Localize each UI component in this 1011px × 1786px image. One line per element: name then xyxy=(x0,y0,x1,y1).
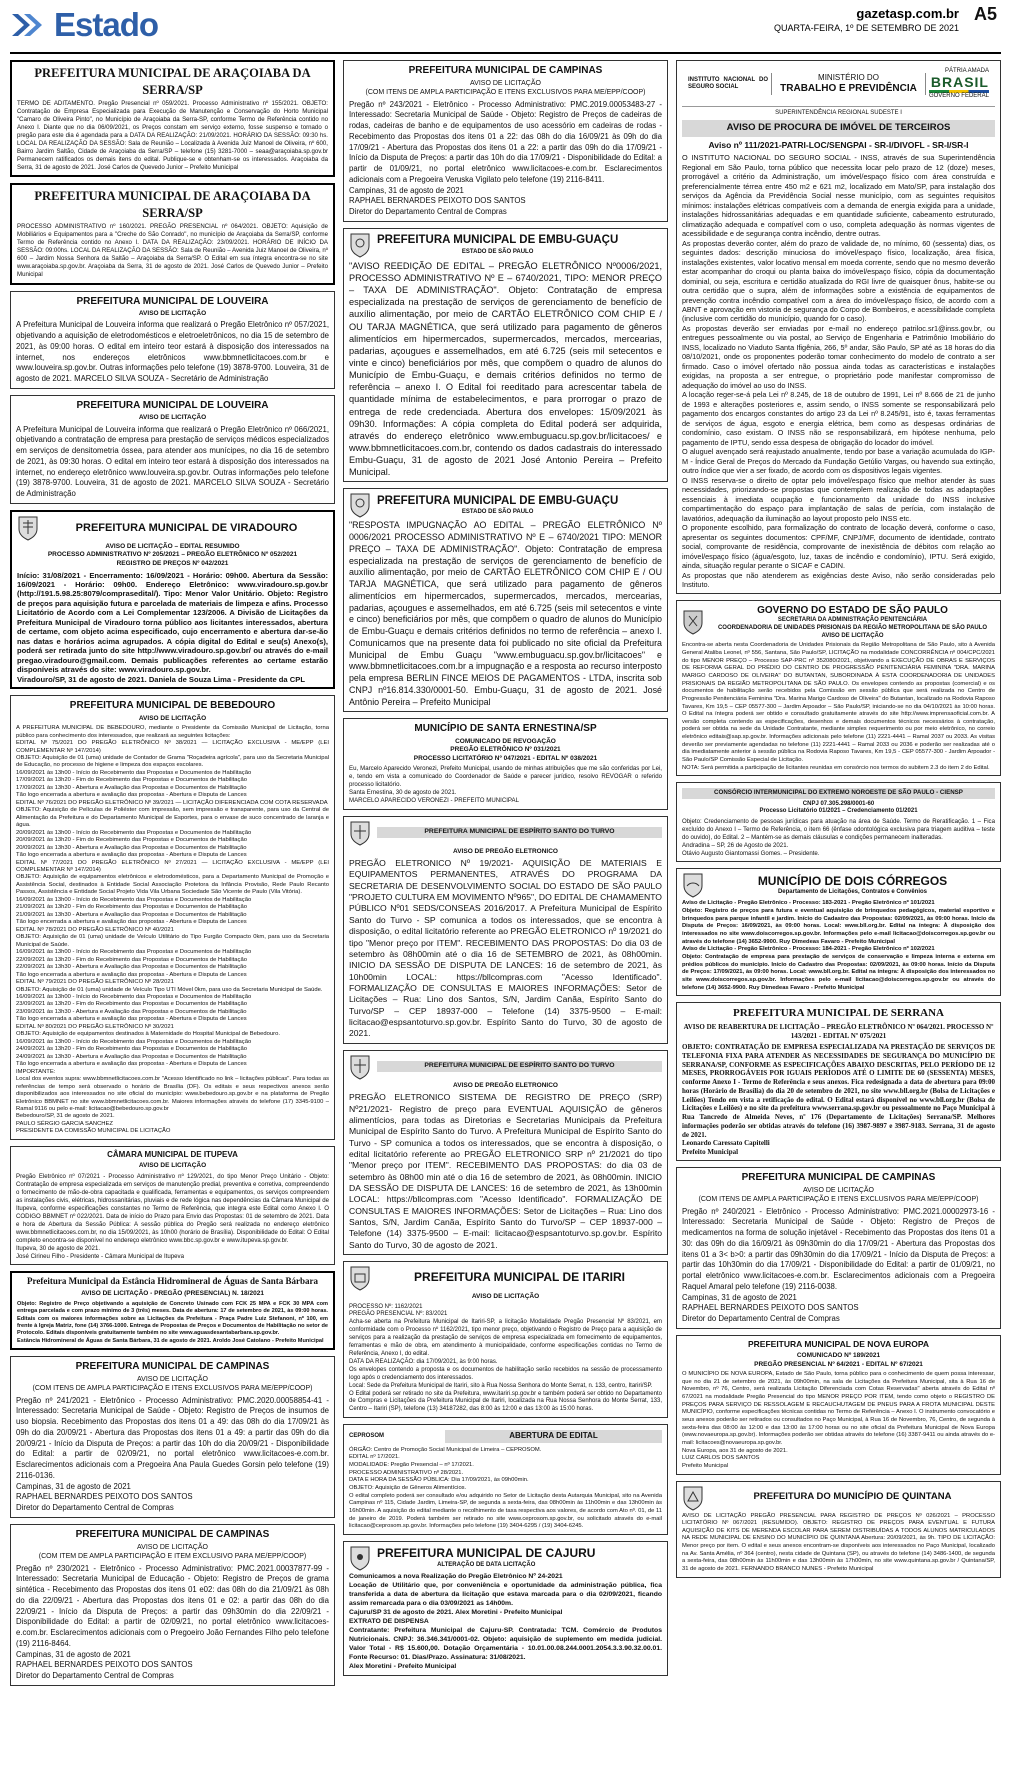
notice-santa-ernestina xyxy=(343,718,668,809)
notice-title: MUNICÍPIO DE DOIS CÓRREGOS xyxy=(757,873,948,888)
notice-title: PREFEITURA DO MUNICÍPIO DE QUINTANA xyxy=(753,1491,952,1503)
notice-aguas-santa-barbara xyxy=(10,1271,335,1350)
notice-cajuru xyxy=(343,1541,668,1676)
notice-title: PREFEITURA MUNICIPAL DE CAMPINAS xyxy=(741,1171,936,1183)
brasil-text: BRASIL xyxy=(930,73,989,90)
notice-body: Pregão nº 230/2021 - Eletrônico - Processo Administrativo: PMC.2021.00037877-99 - Interessado: Secretaria Municipal de Educação - Objeto: Registro de Preços de grama sintética - Recebimento das Propostas dos itens 01 e02: das 08h do dia 21/09/21 às 08h do dia 22/09/21 - Abertura das Propostas dos itens 01 e 02: a partir das 08h do dia 22/09/21 - Início da Disputa de Preços: a partir das 09h30min do dia 22/09/21 - Disponibilidade do Edital: a partir de 02/09/21, no portal eletrônico www.licitacoes-e.com.br. Esclarecimentos adicionais com o Pregoeiro João Fernandes Filho pelo telefone (19) 2116-8464. Campinas, 31 de agosto de 2021 RAPHAEL BERNARDES PEIXOTO DOS SANTOS Diretor do Departamento Central de Compras xyxy=(16,1563,329,1681)
notice-body: O INSTITUTO NACIONAL DO SEGURO SOCIAL - INSS, através de sua Superintendência Regional em São Paulo, torna público que necessita locar pelo prazo de 12 (doze) meses, prorrogável a critério da Administração, um imóvel/espaço físico com área construída e preferencialmente térrea entre 450 m2 e 621 m2, localizado em Mato/SP, para instalação dos serviços da Agência da Previdência Social nesse município, com as seguintes requisitos mínimos: instalações elétricas compatíveis com a demanda de energia exigida para a unidade, instalações hidrossanitárias adequadas e em quantidade suficiente, cabeamento estruturado, climatização adequada e compatível com o uso, completa adequação às normas vigentes de acessibilidade e de segurança contra incêndio, dentre outras. As propostas deverão conter, além do prazo de validade de, no mínimo, 60 (sessenta) dias, os seguintes dados: descrição minuciosa do imóvel/espaço físico, localização, área física, instalações existentes, valor locativo mensal em moeda corrente, sendo que no mesmo deverão estar acompanhar do croqui ou planta baixa do imóvel/espaço físico, cópia da documentação dominial, ou seja, escritura e certidão atualizada do RGI livre de quaisquer ônus, habite-se ou outra certidão que o supra, além de informações sobre a existência de equipamentos de prevenção contra incêndio compatível com a área do imóvel/espaço físico, de acordo com a ABNT e aprovação em vistoria de segurança do Corpo de Bombeiros, e acessibilidade completa (inclusive com certidão do município, quando for o caso). As propostas deverão ser enviadas por e-mail no endereço patriloc.sr1@inss.gov.br, ou entregues pessoalmente ou via postal, ao Serviço de Engenharia e Patrimônio Imobiliário do INSS, localizado no Viaduto Santa Ifigênia, 266, 5º andar, São Paulo, SP até as 18 horas do dia 08/10/2021, onde os proponentes poderão tomar conhecimento do modelo de contrato a ser firmado. Caso o imóvel ofertado não possua ainda todas as características e instalações exigidas, na proposta a ser entregue, o proprietário pode manifestar compromisso de adequação do imóvel ao uso do INSS. A locação reger-se-á pela Lei nº 8.245, de 18 de outubro de 1991, Lei nº 8.666 de 21 de junho de 1993 e alterações posteriores e, assim sendo, o INSS somente se responsabilizará pelo pagamento dos encargos constantes do artigo 23 da Lei nº 8.245/91, isto é, taxas ferramentas de serviços de água, esgoto e energia elétrica, bem como as despesas ordinárias de condomínio, caso existam. O INSS não se responsabilizará, em hipótese nenhuma, pelo pagamento de IPTU, sendo essa despesa de obrigação do locador do imóvel. O aluguel avençado será reajustado anualmente, tendo por base a variação acumulada do IGP-M - Índice Geral de Preços do Mercado da Fundação Getúlio Vargas, ou havendo sua extinção, outro índice que vier a ser fixado, de acordo com os dispositivos legais vigentes. O INSS reserva-se o direito de optar pelo imóvel/espaço físico que melhor atender às suas necessidades, priorizando-se propostas que contemplem realização de todas as adaptações essenciais à imediata ocupação e funcionamento da unidade do INSS inclusive compartimentação do espaço para implantação de salas de perícia, com instalação de lavatórios, adequação da iluminação ao layout proposto pelo INSS etc. O proponente escolhido, para formalização do contrato de locação deverá, conforme o caso, apresentar os seguintes documentos: CPF/MF, CNPJ/MF, documento de identidade, contrato social, comprovante de residência, comprovante de inexistência de débitos com relação ao imóvel/espaço físico (água/esgoto, luz, taxas de incêndio e condomínio), IPTU. Será exigido, ainda, situação regular perante o SICAF e CADIN. As propostas que não atenderem as exigências deste Aviso, não serão consideradas pelo Instituto. xyxy=(682,153,995,590)
municipal-crest-icon xyxy=(349,232,371,258)
masthead-info xyxy=(774,6,999,33)
notice-body: Pregão nº 240/2021 - Eletrônico - Processo Administrativo: PMC.2021.00002973-16 - Interessado: Secretaria Municipal de Saúde - Objeto: Registro de Preços de medicamentos na forma de solução injetável - Recebimento das Propostas dos itens 01 a 30: das 09h do dia 16/09/21 às 09h30min do dia 17/09/21 - Abertura das Propostas dos itens 01 a 3< b>0: a partir das 09h30min do dia 17/09/21 - Início da Disputa de Preços: a partir das 10h30min do dia 17/09/21 - Disponibilidade do Edital: a partir de 01/09/21, no portal eletrônico www.licitacoes-e.com.br. Esclarecimentos adicionais com a Pregoeira Raquel Amaral pelo telefone (19) 2116-0038. Campinas, 31 de agosto de 2021 RAPHAEL BERNARDES PEIXOTO DOS SANTOS Diretor do Departamento Central de Compras xyxy=(682,1206,995,1324)
notice-body: Objeto: Credenciamento de pessoas jurídicas para atuação na área de Saúde. Termo de Reratificação. 1 – Fica excluído do Anexo I – Termo de Referência, o item 66 (ênfase odontológica exclusiva para triagem auditiva – teste do ouvido), do Edital. 2 – Mantém-se as demais cláusulas e condições permanecem inalteradas. Andradina – SP, 26 de Agosto de 2021. Otávio Augusto Giantomassi Gomes. – Presidente. xyxy=(682,818,995,858)
notice-campinas-2 xyxy=(10,1524,335,1686)
notice-body: Pregão nº 241/2021 - Eletrônico - Processo Administrativo: PMC.2020.00058854-41 - Interessado: Secretaria Municipal de Saúde - Objeto: Registro de Preços de insumos de uso biopsia. Recebimento das Propostas dos itens 01 a 49: das 08h do dia 17/09/21 às 09h do dia 20/09/21 - Abertura das Propostas dos itens 01 a 49: a partir das 09h do dia 20/09/21 - Início da Disputa de Preços: a partir das 10h do dia 20/09/21 - Disponibilidade do Edital: a partir de 02/09/21, no portal eletrônico www.licitacoes-e.com.br. Esclarecimentos adicionais com a Pregoeira Ana Paula Guedes Gorsin pelo telefone (19) 2116-0136. Campinas, 31 de agosto de 2021 RAPHAEL BERNARDES PEIXOTO DOS SANTOS Diretor do Departamento Central de Compras xyxy=(16,1395,329,1513)
notice-subtitle: AVISO DE PREGÃO ELETRONICO xyxy=(453,1081,558,1089)
notice-body: Objeto: Registro de Preço objetivando a aquisição de Concreto Usinado com FCK 25 MPA e FCK 30 MPA com entrega parcelada e com prazo mínimo de 3 (três) meses. Data de abertura: 17 de setembro de 2021, às 09:00 horas. Editais com os maiores informações sobre as Licitações da Prefeitura - Praça Padre Luiz Stefanoni, nº 100, em frente à Igreja Matriz, fone (14) 3766-1000. Entrega de Propostas de Preços e Documentos de Habilitação no setor de Protocolo. Editais disponíveis gratuitamente também no site www.aguasdesantabarbara.sp.gov.br. Estância Hidromineral de Águas de Santa Bárbara, 31 de agosto de 2021. Aroldo José Catolano - Prefeito Municipal xyxy=(17,1300,328,1344)
superintendencia: SUPERINTENDÊNCIA REGIONAL SUDESTE I xyxy=(775,109,902,116)
notice-title: PREFEITURA MUNICIPAL DE BEBEDOURO xyxy=(69,700,276,712)
masthead xyxy=(0,0,1011,50)
notice-inss xyxy=(676,60,1001,594)
notice-body: Início: 31/08/2021 - Encerramento: 16/09/2021 - Horário: 09h00. Abertura da Sessão: 16/09/2021 - Horário: 09h00. Endereço Eletrônico: www.viradouro.sp.gov.br (http://191.5.98.25:8079/comprasedital/). Tipo: Menor Valor Unitário. Objeto: Registro de preços para aquisição futura e parcelada de materiais de limpeza e afins. Processo Licitatório de Acordo com a Lei Complementar 123/2006. A Divisão de Licitações da Prefeitura Municipal de Viradouro torna público aos licitantes interessados, abertura de certame, com objeto acima especificado, cujo encerramento e abertura dar-se-ão nas datas e horários acima agrupados. A cópia digital do Edital e seu(s) Anexo(s), poderá ser retirada junto do site http://www.viradouro.sp.gov.br/ ou através do e-mail pregao.viradouro@gmail.com. Demais publicações referentes ao certame estarão disponíveis através do site: www.viradouro.sp.gov.br. Viradouro/SP, 31 de agosto de 2021. Daniela de Souza Lima - Presidente da CPL xyxy=(17,570,328,684)
notice-title: PREFEITURA MUNICIPAL DE EMBU-GUAÇU xyxy=(377,494,619,507)
notice-body: PROCESSO Nº: 1162/2021 PREGÃO PRESENCIAL Nº: 83/2021 Acha-se aberta na Prefeitura Municipal de Itariri-SP, a licitação Modalidade Pregão Presencial Nº 83/2021, em conformidade com o Processo nº 1162/2021, tipo menor preço, objetivando o Registro de Preço para a aquisição de serviços para a realização da prestação de serviços de empresa especializada em fornecimento de equipamentos, ferramentas e mão de obra, em atendimento à municipalidade, conforme especificações contidas no Termo de Referência, Anexo I, do edital. DATA DA REALIZAÇÃO: dia 17/09/2021, às 9:00 horas. Os envelopes contendo a proposta e os documentos de habilitação serão recebidos na sessão de processamento logo após o credenciamento dos interessados. Local: Sede da Prefeitura Municipal de Itariri, sito à Rua Nossa Senhora do Monte Serrat, n. 133, centro, Itariri/SP. O Edital poderá ser retirado no site da Prefeitura, www.itariri.sp.gov.br e também poderá ser obtido no Departamento de Compras e Licitações da Prefeitura Municipal de Itariri, localizada na Rua Nossa Senhora do Monte Serrat, 133, Centro – Itariri (SP), telefone (13) 34187282, das 8:00 às 12:00 e das 13:00 às 15:00 horas. xyxy=(349,1303,662,1413)
notice-subtitle: AVISO DE LICITAÇÃO xyxy=(138,309,207,317)
notice-subtitle: AVISO DE REABERTURA DE LICITAÇÃO – PREGÃO ELETRÔNICO Nº 064/2021. PROCESSO Nº 143/2021 - EDITAL Nº 075/2021 xyxy=(683,1022,994,1040)
notice-subtitle: ALTERAÇÃO DE DATA LICITAÇÃO xyxy=(437,1561,536,1568)
gov-text: GOVERNO FEDERAL xyxy=(928,92,989,99)
notice-subtitle: AVISO DE LICITAÇÃO xyxy=(471,1292,540,1300)
notice-campinas-1 xyxy=(10,1356,335,1518)
notice-title: PREFEITURA MUNICIPAL DE ARAÇOIABA DA SERRA/SP xyxy=(34,189,311,220)
notice-dois-corregos xyxy=(676,868,1001,996)
municipal-crest-icon xyxy=(349,1054,371,1080)
notice-body: AVISO DE LICITAÇÃO PREGÃO PRESENCIAL PARA REGISTRO DE PREÇOS Nº 026/2021 – PROCESSO LICITATÓRIO Nº 067/2021 (RESUMIDO). OBJETO: REGISTRO DE PREÇOS PARA EVENTUAL E FUTURA AQUISIÇÃO DE KITS DE MERENDA ESCOLAR PARA SEREM DISTRIBUÍDAS A TODOS ALUNOS MATRICULADOS NA REDE MUNICIPAL DE ENSINO DO MUNICÍPIO DE QUINTANA Abertura: 20/09/2021, às 9h. TIPO DE LICITAÇÃO: Menor preço por item. O edital e seus anexos encontram-se disponíveis aos interessados no Paço Municipal, localizado na Av. Santa Amélia, nº 364 (centro), nesta cidade de Quintana (SP), ou através do telefone (14) 3486-1400, de segunda a sexta-feira, das 08h00min às 11h00min e das 13h00min às 17h00min, no site www.quintana.sp.gov.br / Quintana/SP, 31 de agosto de 2021. FERNANDO BRANCO NUNES - Prefeito Municipal xyxy=(682,1512,995,1572)
notice-body: A Prefeitura Municipal de Louveira informa que realizará o Pregão Eletrônico nº 066/2021, objetivando a contratação de empresa para prestação de serviços médicos especializados em serviços de densitometria óssea, para atender aos munícipes, no dia 16 de setembro de 2021, às 09:30 horas. O edital em inteiro teor estará à disposição dos interessados na internet, no endereço eletrônico www.louveira.sp.gov.br. Outras informações pelo telefone (19) 3878-9700. Louveira, 31 de agosto de 2021. MARCELO SILVA SOUZA - Secretário de Administração xyxy=(16,424,329,499)
notice-title: GOVERNO DO ESTADO DE SÃO PAULO xyxy=(757,604,948,616)
municipal-crest-icon xyxy=(349,1545,371,1571)
notice-body: Pregão nº 243/2021 - Eletrônico - Processo Administrativo: PMC.2019.00053483-27 - Interessado: Secretaria Municipal de Saúde - Objeto: Registro de Preços de cadeiras de rodas, cadeiras de banho e de equipamentos de uso acessório em cadeiras de rodas - Recebimento das Propostas dos itens 01 a 22: das 08h do dia 16/09/21 às 09h do dia 17/09/21 - Abertura das Propostas dos itens 01 a 22: a partir das 09h do dia 17/09/21 - Início da Disputa de Preços: a partir das 10h do dia 17/09/21 - Disponibilidade do Edital: a partir de 01/09/21, no portal eletrônico www.licitacoes-e.com.br. Esclarecimentos adicionais com a Pregoeira Veruska Vigilato pelo telefone (19) 2116-8411. Campinas, 31 de agosto de 2021 RAPHAEL BERNARDES PEIXOTO DOS SANTOS Diretor do Departamento Central de Compras xyxy=(349,99,662,217)
notice-aracoiaba-1 xyxy=(10,60,335,177)
notice-aracoiaba-2 xyxy=(10,183,335,284)
notice-subtitle: COMUNICADO DE REVOGAÇÃO PREGÃO ELETRÔNICO Nº 031/2021 PROCESSO LICITATÓRIO Nº 047/2021 - EDITAL Nº 038/2021 xyxy=(413,737,598,762)
notice-title: PREFEITURA MUNICIPAL DE ARAÇOIABA DA SERRA/SP xyxy=(34,66,311,97)
notice-title: AVISO DE PROCURA DE IMÓVEL DE TERCEIROS xyxy=(682,120,995,137)
municipal-crest-icon xyxy=(682,1485,704,1511)
page-number: A5 xyxy=(973,4,997,24)
notice-body: A PREFEITURA MUNICIPAL DE BEBEDOURO, mediante o Presidente da Comissão Municipal de Licitação, torna público para conhecimento dos interessados, que realizará as seguintes licitações: EDITAL Nº 75/2021 DO PREGÃO ELETRÔNICO Nº 38/2021 — LICITAÇÃO EXCLUSIVA - ME/EPP (LEI COMPLEMENTAR Nº 147/2014) OBJETO: Aquisição de 01 (uma) unidade de Contador de Grama "Roçadeira agrícola", para uso da Secretaria Municipal de Educação, no processo de higiene e limpeza dos espaços escolares. 16/09/2021 às 13h00 - Início do Recebimento das Propostas e Documentos de Habilitação 17/09/2021 às 13h20 - Fim do Recebimento das Propostas e Documentos de Habilitação 17/09/2021 às 13h30 - Abertura e Avaliação das Propostas e Documentos de Habilitação Tão logo encerrada a abertura e avaliação das propostas - Abertura e Disputa de Lances EDITAL Nº 76/2021 DO PREGÃO ELETRÔNICO Nº 39/2021 — LICITAÇÃO DIFERENCIADA COM COTA RESERVADA OBJETO: Aquisição de Películas de Poliéster com impressão, sem impressão e transparente, para uso da Central de Alimentação da Prefeitura e do Departamento Municipal de Esportes, para o envase de suco concentrado de laranja e água. 20/09/2021 às 13h00 - Início do Recebimento das Propostas e Documentos de Habilitação 20/09/2021 às 13h20 - Fim do Recebimento das Propostas e Documentos de Habilitação 20/09/2021 às 13h30 - Abertura e Avaliação das Propostas e Documentos de Habilitação Tão logo encerrada a abertura e avaliação das propostas - Abertura e Disputa de Lances EDITAL Nº 77/2021 DO PREGÃO ELETRÔNICO Nº 27/2021 — LICITAÇÃO EXCLUSIVA - ME/EPP (LEI COMPLEMENTAR Nº 147/2014) OBJETO: Aquisição de equipamentos eletrônicos e eletrodomésticos, para a Departamento Municipal de Promoção e Assistência Social, destinados à Entidade Social Associação Protetora da Infância Provisão, Rede Paulo Recanto Passos, Assistência e Entidade Social Projeto Vida Vila Urbana Sociedade São Vicente de Paulo (Vila Vitória). 16/09/2021 às 13h00 - Início do Recebimento das Propostas e Documentos de Habilitação 21/09/2021 às 13h20 - Fim do Recebimento das Propostas e Documentos de Habilitação 21/09/2021 às 13h30 - Abertura e Avaliação das Propostas e Documentos de Habilitação Tão logo encerrada a abertura e avaliação das propostas - Abertura e Disputa de Lances EDITAL Nº 78/2021 DO PREGÃO ELETRÔNICO Nº 40/2021 OBJETO: Aquisição de 01 (uma) unidade de Veículo Utilitário do Tipo Furgão Compacto 0km, para uso da Secretaria Municipal de Saúde. 16/09/2021 às 13h00 - Início do Recebimento das Propostas e Documentos de Habilitação 22/09/2021 às 13h20 - Fim do Recebimento das Propostas e Documentos de Habilitação 22/09/2021 às 13h30 - Abertura e Avaliação das Propostas e Documentos de Habilitação Tão logo encerrada a abertura e avaliação das propostas - Abertura e Disputa de Lances EDITAL Nº 79/2021 DO PREGÃO ELETRÔNICO Nº 28/2021 OBJETO: Aquisição de 01 (uma) unidade de Veículo Tipo UTI Móvel 0km, para uso da Secretaria Municipal de Saúde. 16/09/2021 às 13h00 - Início do Recebimento das Propostas e Documentos de Habilitação 23/09/2021 às 13h20 - Fim do Recebimento das Propostas e Documentos de Habilitação 23/09/2021 às 13h30 - Abertura e Avaliação das Propostas e Documentos de Habilitação Tão logo encerrada a abertura e avaliação das propostas - Abertura e Disputa de Lances EDITAL Nº 80/2021 DO PREGÃO ELETRÔNICO Nº 30/2021 OBJETO: Aquisição de equipamentos destinados à Maternidade do Hospital Municipal de Bebedouro. 16/09/2021 às 13h00 - Início do Recebimento das Propostas e Documentos de Habilitação 24/09/2021 às 13h20 - Fim do Recebimento das Propostas e Documentos de Habilitação 24/09/2021 às 13h30 - Abertura e Avaliação das Propostas e Documentos de Habilitação Tão logo encerrada a abertura e avaliação das propostas - Abertura e Disputa de Lances IMPORTANTE: Local dos eventos supra: www.bbmnetlicitacoes.com.br "Acesso Identificado no link – licitações públicas". Para todas as referências de tempo será observado o horário de Brasília (DF). Os editais e seus respectivos anexos serão disponibilizados aos interessados no site oficial do município: www.bebedouro.sp.gov.br e na plataforma de Pregão Eletrônico BBMNET no site www.bbmnetlicitacoes.com.br. Maiores informações através do telefone (17) 3345-9100 – Ramal 9116 ou pelo e-mail: licitacao@bebedouro.sp.gov.br Bebedouro/SP, 31 de agosto de 2021. PAULO SÉRGIO GARCIA SANCHEZ PRESIDENTE DA COMISSÃO MUNICIPAL DE LICITAÇÃO xyxy=(16,725,329,1135)
notice-body: "RESPOSTA IMPUGNAÇÃO AO EDITAL – PREGÃO ELETRÔNICO Nº 0006/2021 PROCESSO ADMINISTRATIVO Nº E – 6740/2021 TIPO: MENOR PREÇO – TAXA DE ADMINISTRAÇÃO". Objeto: Contratação de empresa especializada na prestação de serviços de gerenciamento de benefício de auxílio alimentação, por meio de CARTÃO ELETRÔNICO COM CHIP E / OU TARJA MAGNÉTICA, que será utilizado para pagamento de gêneros alimentícios em hipermercados, supermercados, mercados, mercearias, padarias, açougues e assemelhados, em até 6.725 (seis mil setecentos e vinte e cinco) beneficiários por mês, que compõem o quadro de alunos do Município de Embu-Guaçu e demais critérios definidos no termo de referência – anexo I. Comunicamos que na presente data foi publicado no site oficial da Prefeitura Municipal de Embu Guaçu "www.embuguacu.sp.gov.br/licitacoes" e www.bbmnetlicitacoes.com.br a impugnação e a resposta ao recurso interposto pela empresa BERLIN FINCE MEIOS DE PAGAMENTOS - LTDA, inscrita sob CNPJ nº16.814.330/0001-50. Embu-Guaçu, 31 de agosto de 2021. José Antônio Pereira – Prefeito Municipal xyxy=(349,520,662,707)
notice-nova-europa xyxy=(676,1335,1001,1475)
notice-subtitle: AVISO DE LICITAÇÃO xyxy=(138,714,207,722)
ministry-label xyxy=(771,73,926,95)
notice-title: PREFEITURA MUNICIPAL DE VIRADOURO xyxy=(75,521,298,534)
notice-title: PREFEITURA MUNICIPAL DE LOUVEIRA xyxy=(76,399,269,411)
notice-subtitle: AVISO DE LICITAÇÃO (COM ITEM DE AMPLA PARTICIPAÇÃO E ITEM EXCLUSIVO PARA ME/EPP/COOP) xyxy=(38,1544,307,1561)
notice-title: PREFEITURA MUNICIPAL DE CAMPINAS xyxy=(75,1361,270,1373)
notice-body: O MUNICÍPIO DE NOVA EUROPA, Estado de São Paulo, torna público para o conhecimento de quem possa interessar, que no dia 21 de setembro de 2021, às 09h00min, na sala de Licitações da Prefeitura Municipal, sita à Rua 16 de Novembro, nº 76, Centro, será realizada Licitação Diferenciada com Cotas Reservadas" aberta através do Edital nº 67/2021 na modalidade Pregão Presencial do tipo MENOR PREÇO POR ITEM, tendo como objeto o REGISTRO DE PREÇOS PARA SERVIÇO DE RESSOLAGEM E RECAUCHUTAGEM DE PNEUS PARA A FROTA MUNICIPAL DESTE MUNICÍPIO, conforme especificações técnicas contidas no Termo de Referência – Anexo I. O instrumento convocatório e seus anexos poderão ser retirados ou consultados no Paço Municipal, à Rua 16 de Novembro, 76, Centro, de segunda à sexta-feira das 08:00 às 12:00 e das 13:00 às 17:00 horas ou no site oficial da Prefeitura Municipal de Nova Europa (www.novaeuropa.sp.gov.br). Informações poderão ser obtidas através do telefone (16) 3387-9411 ou ainda através do e-mail: licitacoes@novaeuropa.sp.gov.br. Nova Europa, aos 31 de agosto de 2021. LUIZ CARLOS DOS SANTOS Prefeito Municipal xyxy=(682,1371,995,1469)
notice-body: OBJETO: CONTRATAÇÃO DE EMPRESA ESPECIALIZADA NA PRESTAÇÃO DE SERVIÇOS DE TELEFONIA FIXA PARA ATENDER AS NECESSIDADES DE SEGURANÇA DO MUNICÍPIO DE SERRANA/SP, CONFORME AS ESPECIFICAÇÕES ABAIXO DESCRITAS, PELO PERÍODO DE 12 MESES, PRORROGÁVEIS POR IGUAIS PERÍODOS ATÉ O LIMITE DE 60 (SESSENTA) MESES, conforme Anexo I - Termo de Referência e seus anexos. Fica redesignada a data de abertura para 09:00 horas (Horário de Brasília) do dia 20 de setembro de 2021, no site www.bll.org.br (Bolsa de Licitações e Leilões) Tendo em vista a retificação do edital. O Edital estará disponível no www.bll.org.br (Bolsa de Licitações e Leilões) e no site da prefeitura www.serrana.sp.gov.br ou pessoalmente no Paço Municipal à Rua Tancredo de Almeida Neves, nº 176 (Departamento de Licitações) Serrana/SP. Melhores informações poderão ser obtidas através do telefone (16) 3987-9897 e 3987-9183. Serrana, 31 de agosto de 2021. Leonardo Caressato Capitelli Prefeito Municipal xyxy=(682,1043,995,1157)
notice-body: TERMO DE ADITAMENTO. Pregão Presencial nº 059/2021. Processo Administrativo nº 155/2021. OBJETO: Contratação de Empresa Especializada para Execução de Manutenção e Conservação do Horto Municipal "Camaro de Oliveira Pinto", no Município de Araçoiaba da Serra-SP, conforme Termo de Referência contido no Anexo I. Diante que no dia 06/09/2021, os Preços constam em serviço externo, fosse suspenso e tornado o pregão para este dia é agendada para a DATA DA REALIZAÇÃO: 21/09/2021. HORÁRIO DA SESSÃO: 09:30 hs. LOCAL DA REALIZAÇÃO DA SESSÃO: Sala de Reunião – Localizada à Avenida Juiz Manoel de Oliveira, nº 600, Bairro Jardim Saltão, Cidade de Araçoiaba da Serra/SP – telefone (15) 3281-7000 – seaa@araçoiaba.sp.gov.br Permanecem ratificados os demais itens do edital. Publique-se e obtenham-se os interessados. Araçoiaba da Serra, 31 de agosto de 2021. José Carlos de Quevedo Junior – Prefeito Municipal xyxy=(17,100,328,172)
state-crest-icon xyxy=(682,609,704,635)
notice-subtitle: ESTADO DE SÃO PAULO xyxy=(461,248,534,255)
logo-text: Estado xyxy=(54,6,159,43)
notice-body: PREGÃO ELETRONICO Nº 19/2021- AQUISIÇÃO DE MATERIAIS E EQUIPAMENTOS PERMANENTES, ATRAVÉS DO PROGRAMA DA SECRETARIA DE DESENVOLVIMENTO SOCIAL DO ESTADO DE SÃO PAULO "PROJETO CULTURA EM MOVIMENTO Nº965", DO EDITAL DE CHAMAMENTO PÚBLICO Nº01 SEDS/CONSEAS 2016/2017. A Prefeitura Municipal de Espírito Santo do Turvo - SP comunica a todos os interessados, que se encontra à disposição, o edital licitatório referente ao PREGÃO ELETRONICO nº 19/2021 do tipo "Menor preço por ITEM". RECEBIMENTO DAS PROPOSTAS: Do dia 03 de setembro às 08h00min até o dia 16 de SETEMBRO de 2021, às 08h00min. INICIO DA SESSÃO DE DISPUTA DE LANCES: 16 de setembro de 2021, às 10h00min LOCAL: https://bllcompras.com "Acesso Identificado". FORMALIZAÇÃO DE CONSULTAS E MAIORES INFORMAÇÕES: Setor de Licitações – Rua: Lino dos Santos, S/N, Jardim Canãa, Espírito Santo do Turvo/SP – CEP 18937-000 – Telefone (14) 3375-9500 – E-mail: licitacao@espsantoturvo.sp.gov.br. Espírito Santo do Turvo, 30 de agosto de 2021. xyxy=(349,858,662,1039)
notice-subtitle: AVISO DE LICITAÇÃO – EDITAL RESUMIDO PROCESSO ADMINISTRATIVO Nº 205/2021 – PREGÃO ELETRÔNICO Nº 052/2021 REGISTRO DE PREÇOS Nº 042/2021 xyxy=(47,542,298,567)
notice-title: PREFEITURA MUNICIPAL DE CAJURU xyxy=(377,1545,596,1560)
notice-subtitle: AVISO DE LICITAÇÃO xyxy=(138,413,207,421)
notice-subtitle: Departamento de Licitações, Contratos e Convênios xyxy=(777,889,928,896)
notice-title: PREFEITURA MUNICIPAL DE NOVA EUROPA xyxy=(747,1338,930,1349)
notice-subtitle: AVISO DE LICITAÇÃO (COM ITENS DE AMPLA PARTICIPAÇÃO E ITENS EXCLUSIVOS PARA ME/EPP/COOP) xyxy=(32,1376,313,1393)
site-url[interactable]: gazetasp.com.br xyxy=(856,6,959,21)
notice-title: ABERTURA DE EDITAL xyxy=(445,1430,662,1443)
notice-subtitle: SECRETARIA DA ADMINISTRAÇÃO PENITENCIÁRIA COORDENADORIA DE UNIDADES PRISIONAIS DA REGIÃO METROPOLITANA DE SÃO PAULO AVISO DE LICITAÇÃO xyxy=(717,616,988,639)
notice-title: PREFEITURA MUNICIPAL DE LOUVEIRA xyxy=(76,295,269,307)
column-3 xyxy=(676,60,1001,1780)
notice-body: "AVISO REEDIÇÃO DE EDITAL – PREGÃO ELETRÔNICO Nº0006/2021, PROCESSO ADMINISTRATIVO Nº E – 6740/2021, TIPO: MENOR PREÇO – TAXA DE ADMINISTRAÇÃO". Objeto: Contratação de empresa especializada na prestação de serviços de gerenciamento de benefício de auxílio alimentação, por meio de CARTÃO ELETRÔNICO COM CHIP E / OU TARJA MAGNÉTICA, que será utilizado para pagamento de gêneros alimentícios em hipermercados, supermercados, mercados, mercearias, padarias, açougues e assemelhados, em até 6.725 (seis mil setecentos e vinte e cinco) beneficiários por mês, que compõem o quadro de alunos do Município de Embu-Guaçu, e demais critérios definidos no termo de referência – anexo I. O Edital foi reeditado para acrescentar tabela de quantidade mínima de estabelecimentos, e para prorrogar o prazo de entrega de rede credenciada. Abertura dos envelopes: 15/09/2021 às 09h30. Informações: A cópia completa do Edital poderá ser adquirida, através do endereço eletrônico www.embuguacu.sp.gov.br/licitacoes/ e www.bbmnetlicitacoes.com.br, contendo os dados cadastrais do interessado Embu-Guaçu, 31 de agosto de 2021 José Antonio Pereira – Prefeito Municipal. xyxy=(349,260,662,478)
notice-subtitle: COMUNICADO Nº 189/2021 PREGÃO PRESENCIAL Nº 64/2021 - EDITAL Nº 67/2021 xyxy=(754,1352,923,1368)
ministry-main: TRABALHO E PREVIDÊNCIA xyxy=(780,82,917,94)
notice-title: PREFEITURA MUNICIPAL DE ESPÍRITO SANTO DO TURVO xyxy=(377,1061,662,1072)
notice-espirito-santo-1 xyxy=(343,816,668,1044)
notice-espirito-santo-2 xyxy=(343,1050,668,1255)
notice-itupeva xyxy=(10,1146,335,1265)
notice-title: MUNICÍPIO DE SANTA ERNESTINA/SP xyxy=(414,723,597,735)
newspaper-logo[interactable] xyxy=(10,2,158,48)
notice-title: PREFEITURA MUNICIPAL DE ITARIRI xyxy=(414,1270,625,1285)
notice-ciensp xyxy=(676,782,1001,862)
notice-louveira-1 xyxy=(10,291,335,389)
issue-date: QUARTA-FEIRA, 1º DE SETEMBRO DE 2021 xyxy=(773,23,959,33)
notice-body: PREGÃO ELETRONICO SISTEMA DE REGISTRO DE PREÇO (SRP) Nº21/2021- Registro de preço para EVENTUAL AQUISIÇÃO de gêneros alimentícios, para todas as Diretorias e Secretarias Municipais da Prefeitura Municipal de Espírito Santo do Turvo. A Prefeitura Municipal de Espírito Santo do Turvo - SP comunica a todos os interessados, que se encontra à disposição, o edital licitatório referente ao PREGÃO ELETRONICO SRP nº 21/2021 do tipo "Menor preço por ITEM". RECEBIMENTO DAS PROPOSTAS: do dia 03 de setembro às 08h00 min até o dia 16 de setembro de 2021, às 08h00min. INICIO DA SESSÃO DE DISPUTA DE LANCES: 16 de setembro de 2021, às 13h00min LOCAL: https://bllcompras.com "Acesso Identificado". FORMALIZAÇÃO DE CONSULTAS E MAIORES INFORMAÇÕES: Setor de Licitações – Rua: Lino dos Santos, S/N, Jardim Canãa, Espírito Santo do Turvo/SP – CEP 18937-000 – Telefone (14) 3375-9500 – E-mail: licitacao@espsantoturvo.sp.gov.br. Espírito Santo do Turvo, 30 de agosto de 2021. xyxy=(349,1092,662,1250)
notice-quintana xyxy=(676,1481,1001,1578)
notice-title: PREFEITURA MUNICIPAL DE EMBU-GUAÇU xyxy=(377,234,619,247)
notice-body: Pregão Eletrônico nº 07/2021 - Processo Administrativo nº 129/2021, do tipo Menor Preço Unitário - Objeto: Contratação de empresa especializada em serviços de manutenção predial, preventiva e corretiva, compreendendo o fornecimento de mão-de-obra capacitada e qualificada, ferramentas e equipamentos, os serviços compreendem as instalações civis, elétricas, hidrossanitárias, pluviais e de rede lógica nas dependências da Câmara Municipal de Itupeva, conforme especificações constantes no Termo de Referência, que integra este Edital como Anexo I. O CODIGO BBMNET nº 022/2021. Data de início do Prazo para Envio das Propostas: 01 de setembro de 2021. Data e hora de Abertura da Sessão Pública: A sessão pública do Pregão será realizada no endereço eletrônico www.bbmnetlicitacoes.com.br, no dia 15/09/2021, às 10h00 (horário de Brasília). Disponibilidade do Edital: O Edital completo encontra-se disponível no endereço eletrônico www.bbc.sp.gov.br e www.itupeva.sp.gov.br. Itupeva, 30 de agosto de 2021. José Cirineu Filho - Presidente - Câmara Municipal de Itupeva xyxy=(16,1173,329,1261)
notice-embu-guacu-1 xyxy=(343,228,668,483)
header-rule xyxy=(10,52,1001,54)
notice-body: ÓRGÃO: Centro de Promoção Social Municipal de Limeira – CEPROSOM. EDITAL nº 17/2021. MODALIDADE: Pregão Presencial – nº 17/2021. PROCESSO ADMINISTRATIVO nº 28/2021. DATA E HORA DA SESSÃO PÚBLICA: Dia 17/09/2021, às 09h00min. OBJETO: Aquisição de Gêneros Alimentícios. O edital completo poderá ser consultado e/ou adquirido no Setor de Licitação desta Autarquia Municipal, sito na Avenida Campinas nº 115, Cidade Jardim, Limeira-SP, de segunda a sexta-feira, das 08h00min às 11h00min e das 13h00min às 16h00min. A aquisição do edital mediante o recolhimento de taxa respectiva aos valores, de acordo com Ato nº. 01, de 11 de janeiro de 2019. Poderá também ser retirado no site www.ceprosom.sp.gov.br, ou solicitado através do e-mail licitacao@ceprosom.sp.gov.br. Informações pelo telefone (19) 3404-6295 / (19) 3404-6245. xyxy=(349,1446,662,1530)
notice-subtitle: ESTADO DE SÃO PAULO xyxy=(461,509,534,516)
notice-title: CÂMARA MUNICIPAL DE ITUPEVA xyxy=(107,1149,238,1159)
notice-subtitle: AVISO DE LICITAÇÃO (COM ITENS DE AMPLA PARTICIPAÇÃO E ITENS EXCLUSIVOS PARA ME/EPP/COOP) xyxy=(698,1187,979,1204)
notice-ceprosom xyxy=(343,1424,668,1535)
notice-body: Aviso de Licitação - Pregão Eletrônico - Processo: 183-2021 - Pregão Eletrônico nº 101/2021 Objeto: Registro de preços para futura e eventual aquisição de brinquedos pedagógicos, material esportivo e brinquedos para parque infantil e jardim. Início do Cadastro das Propostas: 02/09/2021, às 09:00 horas. Início da Disputa de Preços: 16/09/2021, às 09:00 horas. Local: www.bll.org.br. Edital na íntegra: À disposição dos interessados no site www.doiscorregos.sp.gov.br. Informações pelo e-mail licitacao@doiscorregos.sp.gov.br ou através do telefone (14) 3652-9900. Ruy Dimedeas Favaro - Prefeito Municipal Aviso de Licitação - Pregão Eletrônico - Processo: 184-2021 - Pregão Eletrônico nº 102/2021 Objeto: Contratação de empresa para prestação de serviços de conservação e limpeza interna e externa em prédios públicos do município. Início do Cadastro das Propostas: 02/09/2021, às 09:00 horas. Início da Disputa de Preços: 17/09/2021, às 09:00 horas. Local: www.bll.org.br. Edital na íntegra: À disposição dos interessados no site www.doiscorregos.sp.gov.br. Informações pelo e-mail licitacao@doiscorregos.sp.gov.br ou através do telefone (14) 3652-9900. Ruy Dimedeas Favaro - Prefeito Municipal xyxy=(682,900,995,991)
municipal-crest-icon xyxy=(682,872,704,898)
column-1 xyxy=(10,60,335,1780)
notice-bebedouro xyxy=(10,695,335,1140)
notice-subtitle: AVISO DE PREGÃO ELETRONICO xyxy=(453,847,558,855)
municipal-crest-icon xyxy=(349,820,371,846)
notice-subtitle: AVISO DE LICITAÇÃO - PREGÃO (PRESENCIAL) N. 18/2021 xyxy=(81,1290,264,1298)
notice-subtitle: AVISO DE LICITAÇÃO (COM ITENS DE AMPLA PARTICIPAÇÃO E ITENS EXCLUSIVOS PARA ME/EPP/COOP) xyxy=(365,80,646,97)
column-2 xyxy=(343,60,668,1780)
notice-subtitle: AVISO DE LICITAÇÃO xyxy=(138,1162,207,1170)
notice-title: Prefeitura Municipal da Estância Hidromineral de Águas de Santa Bárbara xyxy=(27,1276,318,1287)
notice-body: Encontra-se aberta nesta Coordenadoria de Unidades Prisionais da Região Metropolitana de São Paulo, sito à Avenida General Ataliba Leonel, nº 556, Santana, São Paulo/SP, LICITAÇÃO na modalidade CONCORRÊNCIA nº 004/CPC/2021 do tipo MENOR PREÇO – Processo SAP-PRC nº 352080/2021, objetivando a EXECUÇÃO DE OBRAS E SERVIÇOS DE REFORMA GERAL DO PRÉDIO DO CENTRO DE PROGRESSÃO PENITENCIÁRIA FEMININA "DRA. MARINA MARIGO CARDOSO DE OLIVEIRA" DO BUTANTAN, SUBORDINADA À ESTA COORDENADORIA DE UNIDADES PRISIONAIS DA REGIÃO METROPOLITANA DE SÃO PAULO. Os envelopes contendo as propostas (comercial) e os documentos de habilitação serão recebidos pela Comissão em sessão pública que será realizada no Centro de Progressão Penitenciária Feminina "Dra. Marina Marigo Cardoso de Oliveira" do Butantan, localizado na Rodovia Raposo Tavares, Km 19,5 – CEP 05577-300 – Jardim Arpoador – São Paulo/SP, iniciando-se no dia 04/10/2021 às 10:00 horas. O Edital na íntegra poderá ser obtido e consultado gratuitamente através do site http://www.imprensaoficial.com.br. A versão completa contendo as especificações, desenhos e demais documentos técnicos necessários à contratação, poderá ser obtida na sede da Unidade Contratante, mediante simples requerimento ou por meio eletrônico, no correio eletrônico editais@sap.sp.gov.br. Informações adicionais pelo telefone (11) 2221-4441 – Ramal 2037 ou 2033. As visitas deverão ser previamente agendadas no telefone (11) 2221-4441 – Ramal 2033 ou 2036 e poderão ser realizadas até o dia imediatamente anterior à sessão pública na Rodovia Raposo Tavares, Km 19,5 - CEP 05577-300 - Jardim Arpoador - São Paulo/SP Comissão Especial de Licitação. NOTA: Será permitida a participação de licitantes reunidas em consórcio nos termos do subitem 2.3 do item 2 do Edital. xyxy=(682,642,995,771)
notice-itariri xyxy=(343,1261,668,1418)
notice-title: PREFEITURA MUNICIPAL DE SERRANA xyxy=(733,1007,944,1020)
notice-body: Comunicamos a nova Realização do Pregão Eletrônico Nº 24-2021 Locação de Utilitário que, por conveniência e oportunidade da administração pública, fica transferida a data de abertura da licitação que estava marcada para o dia 02/09/2021, ficando assim remarcada para o dia 03/09/2021 as 14h00m. Cajuru/SP 31 de agosto de 2021. Alex Moretini - Prefeito Municipal EXTRATO DE DISPENSA Contratante: Prefeitura Municipal de Cajuru-SP. Contratada: TCM. Comércio de Produtos Nutricionais. CNPJ: 36.346.341/0001-02. Objeto: aquisição de suplemento em medida judicial. Valor Total - R$ 15.600,00. Dotação Orçamentária - 10.01.00.08.244.0001.2054.3.3.90.32.00.01. Fonte Recurso: 01. Dias/Prazo. Assinatura: 31/08/2021. Alex Moretini - Prefeito Municipal xyxy=(349,1572,662,1670)
notice-subtitle: CNPJ 07.305.298/0001-60 Processo Licitatório 01/2021 – Credenciamento 01/2021 xyxy=(759,800,918,815)
notice-title: PREFEITURA MUNICIPAL DE ESPÍRITO SANTO DO TURVO xyxy=(377,827,662,838)
municipal-crest-icon xyxy=(349,1265,371,1291)
notice-body: PROCESSO ADMINISTRATIVO nº 160/2021. PREGÃO PRESENCIAL nº 064/2021. OBJETO: Aquisição de Mobiliários e Equipamentos para a "Creche do São Conrado", no município de Araçoiaba da Serra/SP, conforme Termo de Referência contido no Anexo I. DATA DA REALIZAÇÃO: 23/09/2021. HORÁRIO DE INÍCIO DA SESSÃO: 09:00hs. LOCAL DA REALIZAÇÃO DA SESSÃO: Sala de Reunião – Avenida Juiz Manoel de Oliveira, nº 600 – Jardim Nossa Senhora da Saltão – Araçoiaba da Serra/SP. O Edital em sua íntegra encontra-se no site www.araçoiaba.sp.gov.br. Araçoiaba da Serra, 31 de agosto de 2021. José Carlos de Quevedo Junior – Prefeito Municipal xyxy=(17,223,328,279)
notice-body: Eu, Marcelo Aparecido Veronezi, Prefeito Municipal, usando de minhas atribuições que me são conferidas por Lei, e, tendo em vista a comunicado do Coordenador de Saúde e parecer jurídico, resolvo REVOGAR o referido processo licitatório. Santa Ernestina, 30 de agosto de 2021. MARCELO APARECIDO VERONEZI - PREFEITO MUNICIPAL xyxy=(349,765,662,805)
notice-gov-sp xyxy=(676,600,1001,777)
notice-embu-guacu-2 xyxy=(343,488,668,712)
notice-viradouro xyxy=(10,510,335,690)
notice-subtitle: Aviso nº 111/2021-PATRI-LOC/SENGPAI - SR-I/DIVOFL - SR-I/SR-I xyxy=(708,140,969,151)
notice-title: CONSÓRCIO INTERMUNICIPAL DO EXTREMO NOROESTE DE SÃO PAULO - CIENSP xyxy=(682,788,995,798)
municipal-crest-icon xyxy=(349,492,371,518)
municipal-crest-icon xyxy=(17,515,39,541)
arrows-logo-icon xyxy=(10,8,52,42)
notice-louveira-2 xyxy=(10,395,335,504)
ministry-top: MINISTÉRIO DO xyxy=(818,72,879,82)
notice-title: PREFEITURA MUNICIPAL DE CAMPINAS xyxy=(408,65,603,76)
notice-body: A Prefeitura Municipal de Louveira informa que realizará o Pregão Eletrônico nº 057/2021, objetivando a aquisição de eletrodomésticos e eletroeletrônicos, no dia 15 de setembro de 2021, às 09:00 horas. O edital em inteiro teor estará à disposição dos interessados na internet, nos endereços eletrônicos www.bbmnetlicitacoes.com.br e www.louveira.sp.gov.br. Outras informações pelo telefone (19) 3878-9700. Louveira, 31 de agosto de 2021. MARCELO SILVA SOUZA - Secretário de Administração xyxy=(16,320,329,384)
org-label: CEPROSOM xyxy=(349,1432,385,1439)
inss-label: INSTITUTO NACIONAL DO SEGURO SOCIAL xyxy=(688,76,768,90)
patria-text: PÁTRIA AMADA xyxy=(944,68,989,74)
notice-campinas-4 xyxy=(676,1167,1001,1329)
brasil-logo xyxy=(929,68,989,100)
notice-serrana xyxy=(676,1002,1001,1161)
notice-title: PREFEITURA MUNICIPAL DE CAMPINAS xyxy=(75,1528,270,1540)
notice-campinas-3 xyxy=(343,60,668,222)
